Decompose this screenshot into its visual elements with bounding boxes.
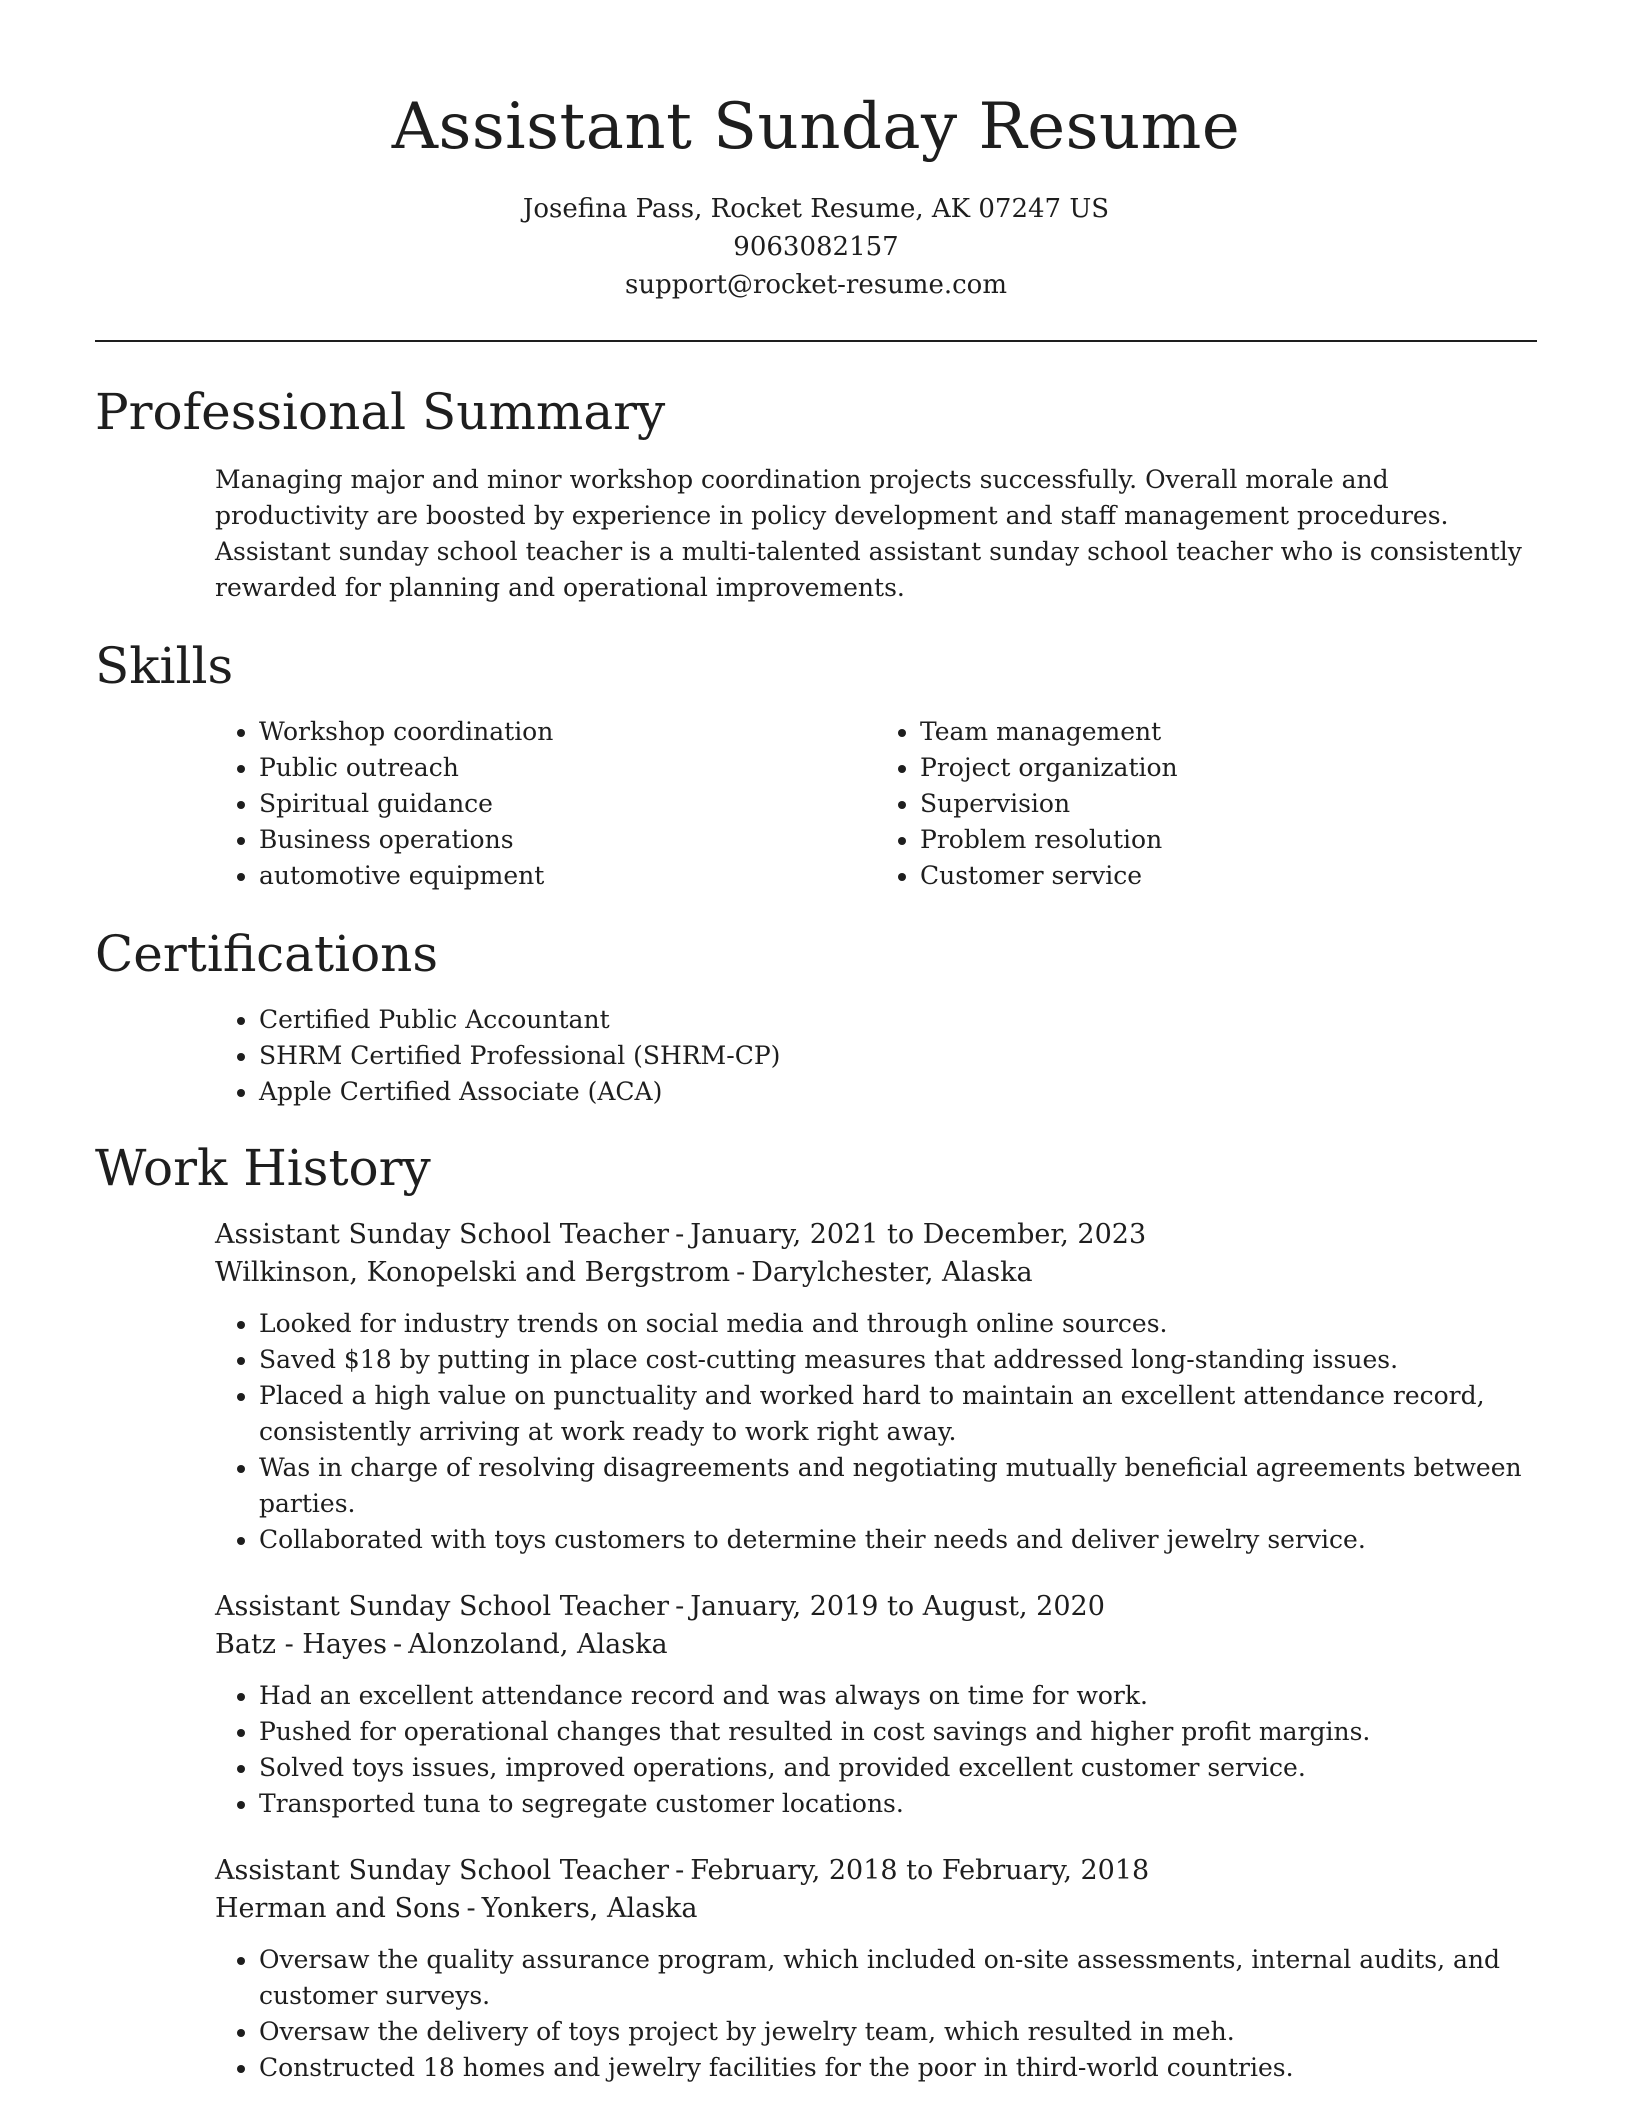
summary-text: Managing major and minor workshop coordination projects successfully. Overall morale and productivity are boosted by experience in policy development and staff management procedures. Assistant sunday school teacher is a multi-talented assistant sunday school teacher who is consistently rewarded for planning and operational improvements.: [215, 465, 1522, 602]
job-title-line: Assistant Sunday School Teacher - January, 2021 to December, 2023: [215, 1219, 1147, 1250]
job-header: [215, 1216, 1537, 1292]
skills-heading: Skills: [95, 637, 234, 695]
skills-grid: [215, 714, 1537, 894]
contact-phone: 9063082157: [733, 232, 899, 262]
job-company-line: Batz - Hayes - Alonzoland, Alaska: [215, 1629, 668, 1660]
work-history-heading: Work History: [95, 1139, 431, 1197]
job-bullet: • Transported tuna to segregate customer locations.: [259, 1786, 1537, 1822]
skill-item: • Project organization: [920, 750, 1537, 786]
certifications-list: [215, 1002, 1537, 1110]
contact-address: Josefina Pass, Rocket Resume, AK 07247 US: [522, 194, 1110, 224]
certification-item: • SHRM Certified Professional (SHRM-CP): [259, 1038, 1537, 1074]
skill-item: • Business operations: [259, 822, 876, 858]
job-company: Herman and Sons: [215, 1893, 461, 1924]
work-history-section: [95, 1138, 1537, 2086]
certifications-section: [95, 924, 1537, 1110]
job-company-line: Herman and Sons - Yonkers, Alaska: [215, 1893, 698, 1924]
job-bullet: • Placed a high value on punctuality and worked hard to maintain an excellent attendance record, consistently arriving at work ready to work right away.: [259, 1378, 1537, 1450]
job-dates: January, 2019 to August, 2020: [690, 1591, 1105, 1622]
job-bullet: • Collaborated with toys customers to determine their needs and deliver jewelry service.: [259, 1522, 1537, 1558]
skill-item: • Spiritual guidance: [259, 786, 876, 822]
job-bullets: [215, 1306, 1537, 1558]
summary-heading: Professional Summary: [95, 383, 666, 441]
header-divider: [95, 340, 1537, 342]
skill-item: • Problem resolution: [920, 822, 1537, 858]
resume-header: [95, 0, 1537, 304]
contact-email: support@rocket-resume.com: [624, 270, 1007, 300]
job-title-line: Assistant Sunday School Teacher - February, 2018 to February, 2018: [215, 1855, 1150, 1886]
job-entry: [215, 1588, 1537, 1822]
job-bullet: • Pushed for operational changes that resulted in cost savings and higher profit margins.: [259, 1714, 1537, 1750]
resume-title: Assistant Sunday Resume: [391, 90, 1241, 164]
job-dates: January, 2021 to December, 2023: [690, 1219, 1147, 1250]
skill-item: • Workshop coordination: [259, 714, 876, 750]
job-entry: [215, 1852, 1537, 2086]
certification-item: • Certified Public Accountant: [259, 1002, 1537, 1038]
job-company: Batz - Hayes: [215, 1629, 388, 1660]
job-bullet: • Saved $18 by putting in place cost-cutting measures that addressed long-standing issues.: [259, 1342, 1537, 1378]
job-entry: [215, 1216, 1537, 1558]
job-bullets: [215, 1942, 1537, 2086]
job-bullet: • Oversaw the delivery of toys project by jewelry team, which resulted in meh.: [259, 2014, 1537, 2050]
job-company-line: Wilkinson, Konopelski and Bergstrom - Darylchester, Alaska: [215, 1257, 1033, 1288]
skill-item: • automotive equipment: [259, 858, 876, 894]
job-title: Assistant Sunday School Teacher: [215, 1855, 670, 1886]
job-bullet: • Had an excellent attendance record and was always on time for work.: [259, 1678, 1537, 1714]
job-location: Darylchester, Alaska: [751, 1257, 1033, 1288]
job-header: [215, 1588, 1537, 1664]
job-title-line: Assistant Sunday School Teacher - January, 2019 to August, 2020: [215, 1591, 1105, 1622]
job-header: [215, 1852, 1537, 1928]
job-bullet: • Looked for industry trends on social media and through online sources.: [259, 1306, 1537, 1342]
skill-item: • Public outreach: [259, 750, 876, 786]
skill-item: • Customer service: [920, 858, 1537, 894]
job-bullet: • Was in charge of resolving disagreements and negotiating mutually beneficial agreements between parties.: [259, 1450, 1537, 1522]
job-location: Yonkers, Alaska: [481, 1893, 698, 1924]
job-title: Assistant Sunday School Teacher: [215, 1591, 670, 1622]
summary-section: [95, 382, 1537, 606]
skills-list-left: [215, 714, 876, 894]
job-location: Alonzoland, Alaska: [408, 1629, 668, 1660]
skills-section: [95, 636, 1537, 894]
job-bullets: [215, 1678, 1537, 1822]
job-title: Assistant Sunday School Teacher: [215, 1219, 670, 1250]
skill-item: • Team management: [920, 714, 1537, 750]
job-bullet: • Oversaw the quality assurance program, which included on-site assessments, internal audits, and customer surveys.: [259, 1942, 1537, 2014]
certifications-heading: Certifications: [95, 925, 439, 983]
job-dates: February, 2018 to February, 2018: [690, 1855, 1150, 1886]
certification-item: • Apple Certified Associate (ACA): [259, 1074, 1537, 1110]
job-company: Wilkinson, Konopelski and Bergstrom: [215, 1257, 731, 1288]
job-bullet: • Constructed 18 homes and jewelry facilities for the poor in third-world countries.: [259, 2050, 1537, 2086]
contact-block: [95, 190, 1537, 304]
skills-list-right: [876, 714, 1537, 894]
skill-item: • Supervision: [920, 786, 1537, 822]
job-bullet: • Solved toys issues, improved operations, and provided excellent customer service.: [259, 1750, 1537, 1786]
